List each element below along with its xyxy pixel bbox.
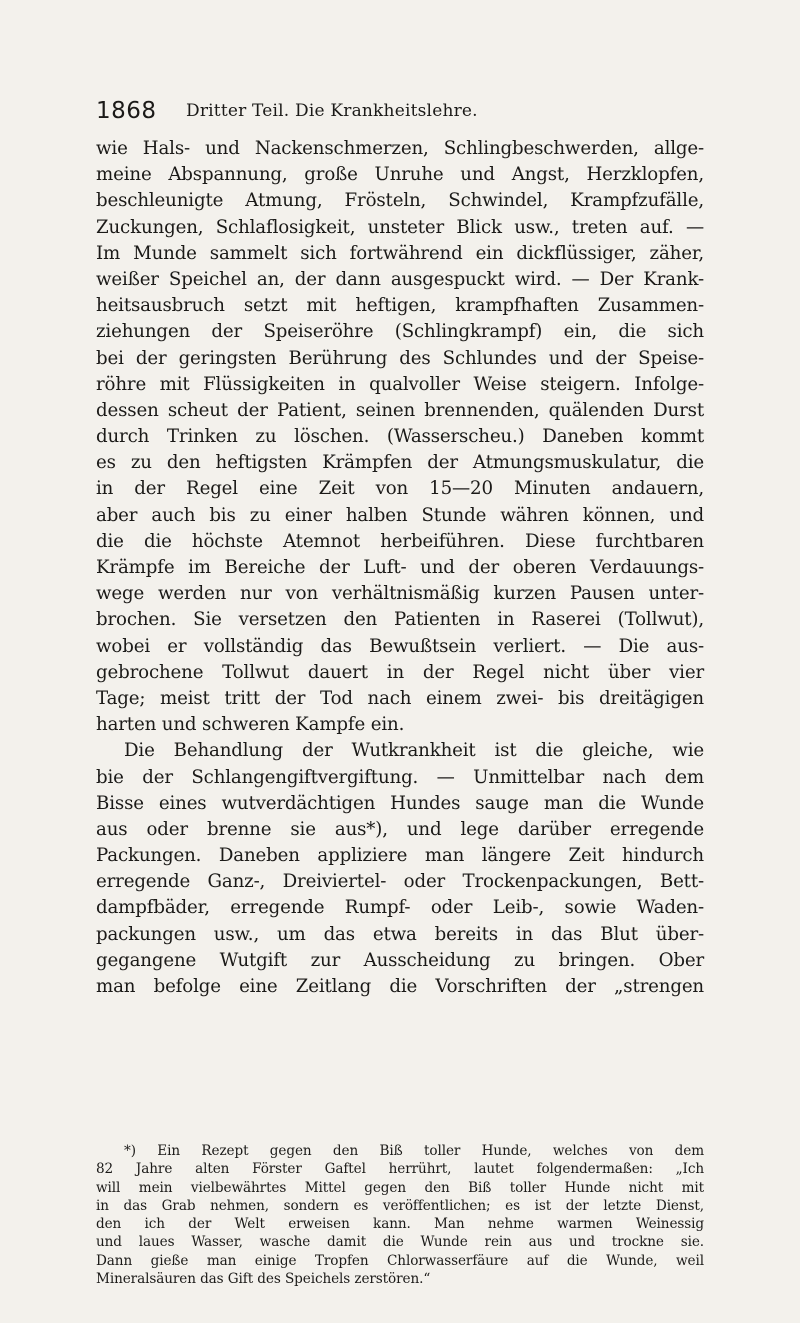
text-line: Zuckungen, Schlaflosigkeit, unsteter Blick usw., treten auf. — [96, 216, 704, 238]
text-line: Packungen. Daneben appliziere man längere Zeit hindurch [96, 845, 704, 867]
footnote-line: und laues Wasser, wasche damit die Wunde rein aus und trockne sie. [96, 1234, 704, 1251]
text-line: Die Behandlung der Wutkrankheit ist die gleiche, wie [124, 740, 704, 762]
footnote-line: will mein vielbewährtes Mittel gegen den Biß toller Hunde nicht mit [96, 1179, 704, 1196]
text-line: dampfbäder, erregende Rumpf- oder Leib-, sowie Waden- [96, 897, 704, 919]
text-line: heitsausbruch setzt mit heftigen, krampfhaften Zusammen- [96, 295, 704, 317]
text-line: meine Abspannung, große Unruhe und Angst, Herzklopfen, [96, 164, 704, 186]
text-line: gegangene Wutgift zur Ausscheidung zu bringen. Ober [96, 949, 704, 971]
text-line: man befolge eine Zeitlang die Vorschriften der „strengen [96, 976, 704, 997]
footnote-line: den ich der Welt erweisen kann. Man nehme warmen Weinessig [96, 1216, 704, 1233]
footnote-line: 82 Jahre alten Förster Gaftel herrührt, lautet folgendermaßen: „Ich [96, 1161, 704, 1178]
text-line: packungen usw., um das etwa bereits in das Blut über- [96, 923, 704, 945]
text-line: aber auch bis zu einer halben Stunde währen können, und [96, 504, 704, 526]
footnote-line: *) Ein Rezept gegen den Biß toller Hunde, welches von dem [124, 1143, 704, 1159]
text-line: die die höchste Atemnot herbeiführen. Diese furchtbaren [96, 530, 704, 552]
text-line: Im Munde sammelt sich fortwährend ein dickflüssiger, zäher, [96, 242, 704, 264]
text-line: in der Regel eine Zeit von 15—20 Minuten andauern, [96, 478, 704, 500]
text-line: bie der Schlangengiftvergiftung. — Unmittelbar nach dem [96, 766, 704, 788]
text-line: brochen. Sie versetzen den Patienten in Raserei (Tollwut), [96, 609, 704, 631]
text-line: röhre mit Flüssigkeiten in qualvoller Weise steigern. Infolge- [96, 373, 704, 395]
footnote-line: Mineralsäuren das Gift des Speichels zerstören.“ [96, 1271, 431, 1288]
text-line: ziehungen der Speiseröhre (Schlingkrampf) ein, die sich [96, 321, 704, 343]
text-line: harten und schweren Kampfe ein. [96, 714, 405, 736]
text-line: gebrochene Tollwut dauert in der Regel nicht über vier [96, 661, 704, 683]
text-line: wie Hals- und Nackenschmerzen, Schlingbeschwerden, allge- [96, 138, 704, 159]
text-line: beschleunigte Atmung, Frösteln, Schwindel, Krampfzufälle, [96, 190, 704, 212]
text-line: dessen scheut der Patient, seinen brennenden, quälenden Durst [96, 399, 704, 421]
page-header [96, 98, 700, 128]
text-line: durch Trinken zu löschen. (Wasserscheu.) Daneben kommt [96, 426, 704, 448]
footnote-line: Dann gieße man einige Tropfen Chlorwasserfäure auf die Wunde, weil [96, 1252, 704, 1269]
text-line: es zu den heftigsten Krämpfen der Atmungsmuskulatur, die [96, 452, 704, 474]
text-line: weißer Speichel an, der dann ausgespuckt wird. — Der Krank- [96, 268, 704, 290]
text-line: aus oder brenne sie aus*), und lege darüber erregende [96, 818, 704, 840]
footnote-line: in das Grab nehmen, sondern es veröffentlichen; es ist der letzte Dienst, [96, 1197, 704, 1214]
page-number: 1868 [96, 98, 157, 124]
text-line: wobei er vollständig das Bewußtsein verliert. — Die aus- [96, 635, 704, 657]
text-line: Tage; meist tritt der Tod nach einem zwei- bis dreitägigen [96, 687, 704, 709]
text-line: erregende Ganz-, Dreiviertel- oder Trockenpackungen, Bett- [96, 871, 704, 893]
text-line: Bisse eines wutverdächtigen Hundes sauge man die Wunde [96, 792, 704, 814]
footnote [96, 1142, 704, 1288]
text-line: Krämpfe im Bereiche der Luft- und der oberen Verdauungs- [96, 557, 704, 578]
running-head: Dritter Teil. Die Krankheitslehre. [186, 101, 478, 121]
body-text [96, 136, 704, 1000]
text-line: bei der geringsten Berührung des Schlundes und der Speise- [96, 347, 704, 369]
text-line: wege werden nur von verhältnismäßig kurzen Pausen unter- [96, 583, 704, 605]
